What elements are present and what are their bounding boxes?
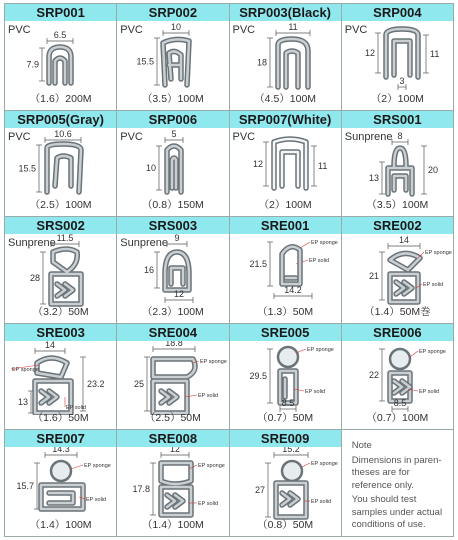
material-label: PVC bbox=[8, 130, 31, 143]
height-dim: 21.5 bbox=[248, 259, 267, 270]
height-dim: 21 bbox=[368, 271, 379, 282]
product-code: SRE005 bbox=[230, 324, 341, 341]
product-cell bbox=[5, 111, 117, 218]
ep-sponge-label: EP sponge bbox=[310, 461, 338, 468]
width-dim: 14 bbox=[44, 340, 56, 350]
height-dim: 7.9 bbox=[26, 59, 39, 70]
height-dim: 15.5 bbox=[136, 56, 155, 67]
product-code: SRP003(Black) bbox=[230, 4, 341, 21]
product-cell bbox=[230, 324, 342, 431]
product-grid bbox=[4, 3, 454, 537]
profile-drawing bbox=[342, 341, 454, 415]
profile-drawing bbox=[5, 128, 117, 202]
height-dim: 25 bbox=[134, 378, 145, 389]
seal-profile bbox=[278, 39, 308, 87]
product-cell bbox=[342, 4, 454, 111]
height-dim: 15.7 bbox=[16, 481, 34, 492]
sponge-bulb bbox=[282, 461, 302, 481]
material-label: Sunprene bbox=[120, 237, 168, 250]
product-cell bbox=[230, 217, 342, 324]
height-dim: 18 bbox=[256, 57, 267, 68]
product-code: SRP001 bbox=[5, 4, 116, 21]
spec-caption: （1.6）200M bbox=[29, 92, 92, 105]
ep-solid-label: EP solid bbox=[198, 392, 219, 399]
ep-sponge-label: EP sponge bbox=[200, 358, 228, 365]
spec-caption: （4.5）100M bbox=[254, 92, 317, 105]
height-dim: 10 bbox=[146, 162, 157, 173]
ep-solid-label: EP solid bbox=[310, 499, 331, 506]
product-code: SRP006 bbox=[117, 111, 228, 128]
height-dim-2: 13 bbox=[17, 396, 28, 407]
product-code: SRE001 bbox=[230, 217, 341, 234]
width-dim: 6.5 bbox=[53, 30, 67, 40]
sponge-bulb bbox=[390, 349, 410, 369]
note-line: Dimensions in paren-theses are for reference only. bbox=[351, 454, 442, 491]
material-label: Sunprene bbox=[8, 237, 56, 250]
product-cell bbox=[117, 4, 229, 111]
profile-drawing bbox=[117, 341, 229, 415]
ep-solid-label: EP solid bbox=[86, 497, 107, 504]
product-code: SRS002 bbox=[5, 217, 116, 234]
width-dim: 15.2 bbox=[281, 447, 300, 455]
spec-caption: （1.6）50M bbox=[32, 412, 89, 425]
profile-drawing bbox=[117, 447, 229, 521]
product-cell bbox=[5, 217, 117, 324]
profile-drawing bbox=[5, 21, 117, 95]
sponge-bulb bbox=[278, 347, 298, 367]
spec-caption: （0.7）100M bbox=[366, 412, 429, 425]
product-code: SRE009 bbox=[230, 430, 341, 447]
height-dim: 29.5 bbox=[248, 370, 267, 381]
spec-caption: （1.4）100M bbox=[141, 518, 204, 531]
note-title: Note bbox=[351, 440, 372, 452]
ep-solid-label: EP solid bbox=[422, 282, 443, 289]
height-dim: 27 bbox=[254, 485, 265, 496]
width-dim: 5 bbox=[171, 128, 177, 139]
width-dim: 14.3 bbox=[52, 447, 70, 455]
product-cell bbox=[117, 324, 229, 431]
base-dim: 3 bbox=[399, 76, 405, 86]
ep-solid-label: EP solid bbox=[304, 388, 325, 395]
height-dim: 12 bbox=[252, 158, 263, 169]
profile-drawing bbox=[117, 128, 229, 202]
material-label: Sunprene bbox=[344, 130, 393, 143]
seal-profile bbox=[386, 29, 418, 77]
material-label: PVC bbox=[120, 24, 143, 36]
note-line: You should test samples under actual conditions of use. bbox=[351, 494, 443, 531]
profile-drawing bbox=[230, 447, 342, 521]
profile-drawing bbox=[230, 234, 342, 308]
note bbox=[342, 430, 453, 532]
material-label: PVC bbox=[232, 24, 256, 36]
width-dim: 8 bbox=[397, 130, 403, 141]
seal-profile bbox=[388, 148, 412, 194]
ep-sponge-label: EP sponge bbox=[12, 366, 39, 373]
product-code: SRE007 bbox=[5, 430, 116, 447]
product-cell bbox=[5, 430, 117, 537]
width-dim: 11 bbox=[287, 22, 298, 32]
material-label: PVC bbox=[232, 130, 256, 143]
product-code: SRP002 bbox=[117, 4, 228, 21]
width-dim: 12 bbox=[170, 447, 181, 455]
profile-drawing bbox=[342, 128, 454, 202]
note-cell bbox=[342, 430, 454, 537]
seal-profile bbox=[274, 139, 306, 188]
product-code: SRP007(White) bbox=[230, 111, 341, 128]
material-label: PVC bbox=[120, 130, 143, 143]
base-dim: 8.5 bbox=[281, 397, 294, 408]
width-dim: 9 bbox=[174, 234, 180, 244]
material-label: PVC bbox=[344, 24, 368, 36]
spec-caption: （1.4）50M巻 bbox=[364, 305, 431, 318]
product-cell bbox=[5, 4, 117, 111]
seal-profile bbox=[41, 485, 83, 509]
product-cell bbox=[342, 111, 454, 218]
height-dim: 12 bbox=[364, 48, 375, 58]
seal-profile bbox=[163, 39, 189, 85]
seal-profile bbox=[167, 146, 181, 192]
sponge-bulb bbox=[51, 461, 71, 481]
height-dim-2: 20 bbox=[427, 164, 438, 175]
spec-caption: （2.5）100M bbox=[29, 199, 92, 212]
profile-drawing bbox=[230, 341, 342, 415]
height-dim: 17.8 bbox=[132, 484, 151, 495]
height-dim: 22 bbox=[368, 369, 379, 380]
product-cell bbox=[117, 430, 229, 537]
material-label: PVC bbox=[8, 24, 31, 36]
product-cell bbox=[342, 324, 454, 431]
product-cell bbox=[230, 111, 342, 218]
profile-drawing bbox=[230, 128, 342, 202]
base-dim: 12 bbox=[174, 289, 185, 300]
ep-solid-label: EP solid bbox=[308, 258, 329, 265]
width-dim: 10.6 bbox=[54, 128, 72, 139]
height-dim: 13 bbox=[368, 172, 379, 183]
profile-drawing bbox=[5, 341, 117, 415]
seal-profile bbox=[47, 144, 81, 192]
spec-caption: （2）100M bbox=[370, 92, 424, 105]
ep-solid-label: EP solid bbox=[198, 501, 219, 508]
spec-caption: （2.3）100M bbox=[141, 305, 204, 318]
profile-drawing bbox=[342, 234, 454, 308]
spec-caption: （3.5）100M bbox=[141, 92, 204, 105]
product-code: SRE002 bbox=[342, 217, 453, 234]
spec-caption: （3.5）100M bbox=[366, 199, 429, 212]
profile-drawing bbox=[117, 234, 229, 308]
profile-drawing bbox=[230, 21, 342, 95]
height-dim: 15.5 bbox=[18, 163, 36, 174]
spec-caption: （1.4）100M bbox=[29, 518, 92, 531]
product-code: SRE006 bbox=[342, 324, 453, 341]
ep-sponge-label: EP sponge bbox=[306, 346, 334, 353]
profile-drawing bbox=[5, 234, 117, 308]
height-dim: 28 bbox=[29, 273, 40, 284]
profile-drawing bbox=[5, 447, 117, 521]
ep-sponge-label: EP sponge bbox=[310, 240, 338, 247]
spec-caption: （2）100M bbox=[258, 199, 312, 212]
product-code: SRS001 bbox=[342, 111, 453, 128]
product-code: SRE004 bbox=[117, 324, 228, 341]
ep-sponge-label: EP sponge bbox=[418, 348, 446, 355]
spec-caption: （0.7）50M bbox=[257, 412, 314, 425]
width-dim: 18.8 bbox=[165, 340, 184, 348]
product-code: SRE003 bbox=[5, 324, 116, 341]
base-dim: 8.5 bbox=[393, 397, 407, 408]
height-dim-2: 11 bbox=[429, 49, 440, 59]
ep-sponge-label: EP sponge bbox=[198, 463, 226, 470]
width-dim: 10 bbox=[171, 22, 182, 32]
product-code: SRP004 bbox=[342, 4, 453, 21]
product-cell bbox=[230, 430, 342, 537]
product-code: SRS003 bbox=[117, 217, 228, 234]
spec-caption: （0.8）50M bbox=[257, 518, 314, 531]
ep-solid-label: EP solid bbox=[66, 404, 87, 411]
profile-drawing bbox=[117, 21, 229, 95]
width-dim: 14 bbox=[398, 235, 409, 246]
profile-drawing bbox=[342, 21, 454, 95]
spec-caption: （1.3）50M bbox=[257, 305, 314, 318]
width-dim: 11.5 bbox=[56, 234, 74, 244]
ep-solid-label: EP solid bbox=[418, 388, 439, 395]
seal-profile bbox=[49, 47, 71, 83]
product-code: SRE008 bbox=[117, 430, 228, 447]
ep-sponge-label: EP sponge bbox=[84, 463, 111, 470]
height-dim: 23.2 bbox=[87, 378, 105, 389]
product-cell bbox=[342, 217, 454, 324]
ep-sponge-label: EP sponge bbox=[424, 250, 452, 257]
spec-caption: （0.8）150M bbox=[141, 199, 204, 212]
height-dim: 16 bbox=[144, 265, 155, 276]
spec-caption: （2.5）50M bbox=[144, 412, 201, 425]
spec-caption: （3.2）50M bbox=[32, 305, 89, 318]
product-cell bbox=[117, 217, 229, 324]
product-cell bbox=[230, 4, 342, 111]
product-cell bbox=[5, 324, 117, 431]
height-dim-2: 11 bbox=[317, 160, 327, 171]
product-cell bbox=[117, 111, 229, 218]
product-code: SRP005(Gray) bbox=[5, 111, 116, 128]
base-dim: 14.2 bbox=[283, 285, 302, 296]
